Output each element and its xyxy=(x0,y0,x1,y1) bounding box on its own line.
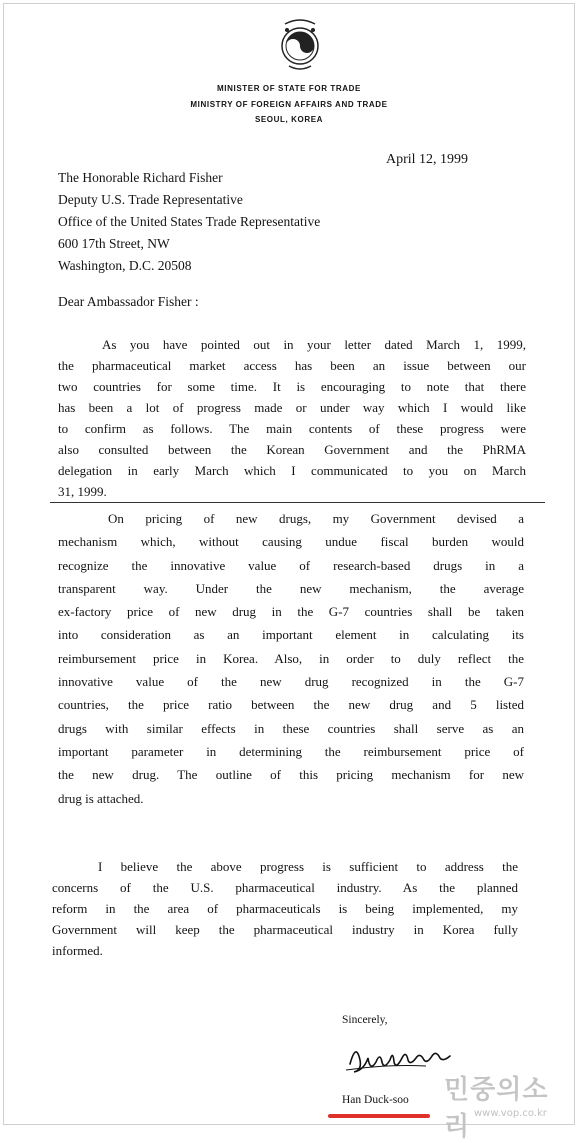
paragraph-2-line: recognize the innovative value of research-based drugs in a xyxy=(58,557,524,573)
recipient-address xyxy=(58,167,320,277)
paragraph-1-line: to confirm as follows. The main contents of these progress were xyxy=(58,421,526,436)
letter-page xyxy=(3,3,575,1142)
recipient-line-3: Office of the United States Trade Representative xyxy=(58,214,321,229)
recipient-line-5: Washington, D.C. 20508 xyxy=(58,258,192,273)
government-emblem-icon xyxy=(279,16,321,74)
paragraph-2-line: drugs with similar effects in these countries shall serve as an xyxy=(58,720,524,736)
recipient-line-2: Deputy U.S. Trade Representative xyxy=(58,192,243,207)
paragraph-3-line: I believe the above progress is sufficient to address the xyxy=(98,859,518,874)
salutation: Dear Ambassador Fisher : xyxy=(58,294,199,309)
paragraph-1 xyxy=(58,334,526,502)
divider-rule xyxy=(50,502,545,503)
paragraph-2 xyxy=(58,507,524,810)
paragraph-2-line: mechanism which, without causing undue fiscal burden would xyxy=(58,534,524,550)
paragraph-1-line: also consulted between the Korean Government and the PhRMA xyxy=(58,442,526,457)
paragraph-1-line: delegation in early March which I communicated to you on March xyxy=(58,463,526,478)
paragraph-3 xyxy=(52,856,518,961)
recipient-line-4: 600 17th Street, NW xyxy=(58,236,170,251)
paragraph-3-line: Government will keep the pharmaceutical industry in Korea fully xyxy=(52,922,518,937)
paragraph-1-line: the pharmaceutical market access has been an issue between our xyxy=(58,358,526,373)
paragraph-2-line: innovative value of the new drug recognized in the G-7 xyxy=(58,674,524,690)
paragraph-3-line: reform in the area of pharmaceuticals is being implemented, my xyxy=(52,901,518,916)
letter-date: April 12, 1999 xyxy=(386,152,469,167)
letterhead-line-3: SEOUL, KOREA xyxy=(254,115,324,124)
watermark-url: www.vop.co.kr xyxy=(474,1108,547,1119)
recipient-line-1: The Honorable Richard Fisher xyxy=(58,170,223,185)
paragraph-3-line: informed. xyxy=(52,943,103,958)
paragraph-2-line: On pricing of new drugs, my Government devised a xyxy=(108,511,524,526)
accent-underline xyxy=(328,1114,430,1118)
watermark-brand: 민중의소리 xyxy=(444,1075,549,1142)
paragraph-3-line: concerns of the U.S. pharmaceutical industry. As the planned xyxy=(52,880,518,895)
paragraph-2-line: countries, the price ratio between the new drug and 5 listed xyxy=(58,697,524,713)
paragraph-2-line: important parameter in determining the reimbursement price of xyxy=(58,743,524,759)
letterhead-line-2: MINISTRY OF FOREIGN AFFAIRS AND TRADE xyxy=(190,100,388,109)
paragraph-2-line: ex-factory price of new drug in the G-7 countries shall be taken xyxy=(58,604,524,620)
paragraph-2-line: reimbursement price in Korea. Also, in order to duly reflect the xyxy=(58,650,524,666)
paragraph-2-line: into consideration as an important element in calculating its xyxy=(58,627,524,643)
paragraph-1-line: 31, 1999. xyxy=(58,484,107,499)
paragraph-1-line: As you have pointed out in your letter dated March 1, 1999, xyxy=(102,337,526,352)
letterhead-line-1: MINISTER OF STATE FOR TRADE xyxy=(217,84,361,93)
closing: Sincerely, xyxy=(342,1014,388,1026)
paragraph-2-line: the new drug. The outline of this pricing mechanism for new xyxy=(58,767,524,783)
signatory-name: Han Duck-soo xyxy=(342,1094,409,1106)
paragraph-2-line: drug is attached. xyxy=(58,790,144,806)
paragraph-2-line: transparent way. Under the new mechanism, the average xyxy=(58,580,524,596)
paragraph-1-line: two countries for some time. It is encouraging to note that there xyxy=(58,379,526,394)
paragraph-1-line: has been a lot of progress made or under way which I would like xyxy=(58,400,526,415)
